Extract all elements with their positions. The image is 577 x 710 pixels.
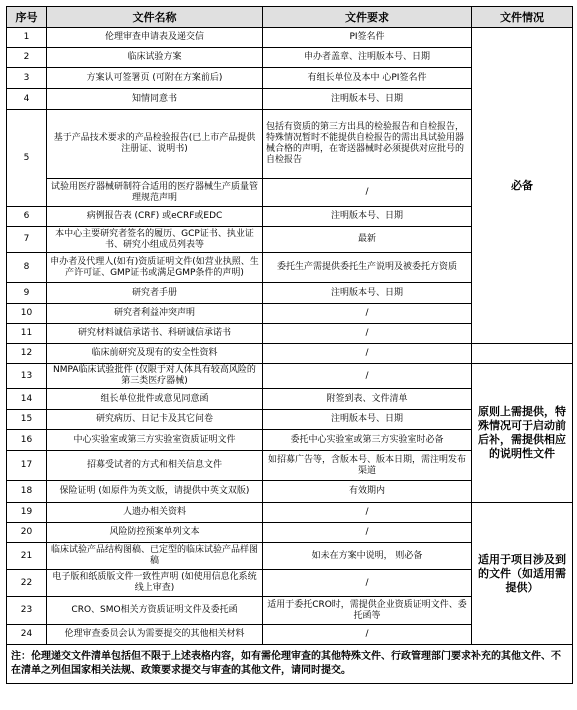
row-file-name: 人遗办相关资料 [47,503,263,523]
row-file-name: 方案认可签署页 (可附在方案前后) [47,68,263,89]
row-file-name: 中心实验室或第三方实验室资质证明文件 [47,430,263,451]
header-status: 文件情况 [472,7,573,28]
row-file-name: 临床试验产品结构图稿、已定型的临床试验产品样图稿 [47,543,263,570]
row-file-name: 电子版和纸质版文件一致性声明 (如使用信息化系统线上审查) [47,570,263,597]
row-number: 16 [7,430,47,451]
table-row [7,364,573,389]
row-file-name: 临床前研究及现有的安全性资料 [47,344,263,364]
row-file-name: 伦理审查申请表及递交信 [47,28,263,48]
row-number: 10 [7,304,47,324]
row-file-name: 招募受试者的方式和相关信息文件 [47,451,263,481]
row-number: 19 [7,503,47,523]
row-number: 5 [7,110,47,207]
row-file-name: 临床试验方案 [47,48,263,68]
row-file-name: 保险证明 (如原件为英文版，请提供中英文双版) [47,481,263,503]
table-row [7,28,573,48]
row-requirement: 委托生产需提供委托生产说明及被委托方资质 [263,253,472,283]
row-file-name: 本中心主要研究者签名的履历、GCP证书、执业证书、研究小组成员列表等 [47,227,263,253]
row-number: 15 [7,410,47,430]
row-file-name: 基于产品技术要求的产品检验报告(已上市产品提供注册证、说明书) [47,110,263,179]
row-requirement: 注明版本号、日期 [263,89,472,110]
row-requirement: / [263,503,472,523]
row-number: 8 [7,253,47,283]
row-requirement: 适用于委托CRO时，需提供企业资质证明文件、委托函等 [263,597,472,625]
row-number: 18 [7,481,47,503]
row-number: 23 [7,597,47,625]
row-requirement: / [263,304,472,324]
row-file-name: 研究材料诚信承诺书、科研诚信承诺书 [47,324,263,344]
row-file-name: 研究者利益冲突声明 [47,304,263,324]
header-seq: 序号 [7,7,47,28]
row-number: 2 [7,48,47,68]
row-requirement: / [263,324,472,344]
row-file-name: 伦理审查委员会认为需要提交的其他相关材料 [47,625,263,645]
header-name: 文件名称 [47,7,263,28]
row-requirement: 有效期内 [263,481,472,503]
table-row [7,503,573,523]
row-file-name: 研究者手册 [47,283,263,304]
row-requirement: 有组长单位及本中 心PI签名件 [263,68,472,89]
row-number: 1 [7,28,47,48]
footer-note-row [7,645,573,684]
row-number: 13 [7,364,47,389]
status-cell-empty [472,344,573,364]
row-requirement: 申办者盖章、注明版本号、日期 [263,48,472,68]
row-number: 6 [7,207,47,227]
table-row [7,344,573,364]
document-checklist-table [6,6,573,684]
row-requirement: 包括有资质的第三方出具的检验报告和自检报告，特殊情况暂时不能提供自检报告的需出具试验用器械合格的声明，在寄送器械时必须提供对应批号的自检报告 [263,110,472,179]
row-number: 7 [7,227,47,253]
row-number: 17 [7,451,47,481]
row-number: 12 [7,344,47,364]
row-file-name: 知情同意书 [47,89,263,110]
row-number: 22 [7,570,47,597]
row-file-name: CRO、SMO相关方资质证明文件及委托函 [47,597,263,625]
table-header-row [7,7,573,28]
row-requirement: / [263,625,472,645]
header-requirement: 文件要求 [263,7,472,28]
row-number: 3 [7,68,47,89]
row-number: 20 [7,523,47,543]
row-requirement: 如未在方案中说明， 则必备 [263,543,472,570]
row-requirement: 委托中心实验室或第三方实验室时必备 [263,430,472,451]
row-requirement: 附签到表、文件清单 [263,389,472,410]
row-requirement: 注明版本号、日期 [263,283,472,304]
row-file-name: 组长单位批件或意见同意函 [47,389,263,410]
group-status-applicable: 适用于项目涉及到的文件（如适用需提供） [472,503,573,645]
group-status-required: 必备 [472,28,573,344]
row-file-name: 风险防控预案单列文本 [47,523,263,543]
row-requirement: 注明版本号、日期 [263,410,472,430]
row-requirement: / [263,364,472,389]
footer-note: 注：伦理递交文件清单包括但不限于上述表格内容，如有需伦理审查的其他特殊文件、行政管理部门要求补充的其他文件、不在清单之列但国家相关法规、政策要求提交与审查的其他文件，请同时提交。 [7,645,573,684]
row-number: 9 [7,283,47,304]
row-requirement: / [263,179,472,207]
row-number: 11 [7,324,47,344]
row-requirement: PI签名件 [263,28,472,48]
group-status-conditional: 原则上需提供，特殊情况可于启动前后补，需提供相应的说明性文件 [472,364,573,503]
row-requirement: / [263,344,472,364]
row-number: 24 [7,625,47,645]
row-file-name: 研究病历、日记卡及其它问卷 [47,410,263,430]
row-file-name: 申办者及代理人(如有)资质证明文件(如营业执照、生产许可证、GMP证书或满足GMP条件的声明) [47,253,263,283]
row-requirement: 注明版本号、日期 [263,207,472,227]
row-number: 14 [7,389,47,410]
row-requirement: 如招募广告等，含版本号、版本日期，需注明发布渠道 [263,451,472,481]
row-requirement: / [263,570,472,597]
row-file-name: NMPA临床试验批件 (仅限于对人体具有较高风险的第三类医疗器械) [47,364,263,389]
row-requirement: 最新 [263,227,472,253]
row-number: 21 [7,543,47,570]
row-number: 4 [7,89,47,110]
row-file-name: 病例报告表 (CRF) 或eCRF或EDC [47,207,263,227]
row-file-name: 试验用医疗器械研制符合适用的医疗器械生产质量管理规范声明 [47,179,263,207]
row-requirement: / [263,523,472,543]
